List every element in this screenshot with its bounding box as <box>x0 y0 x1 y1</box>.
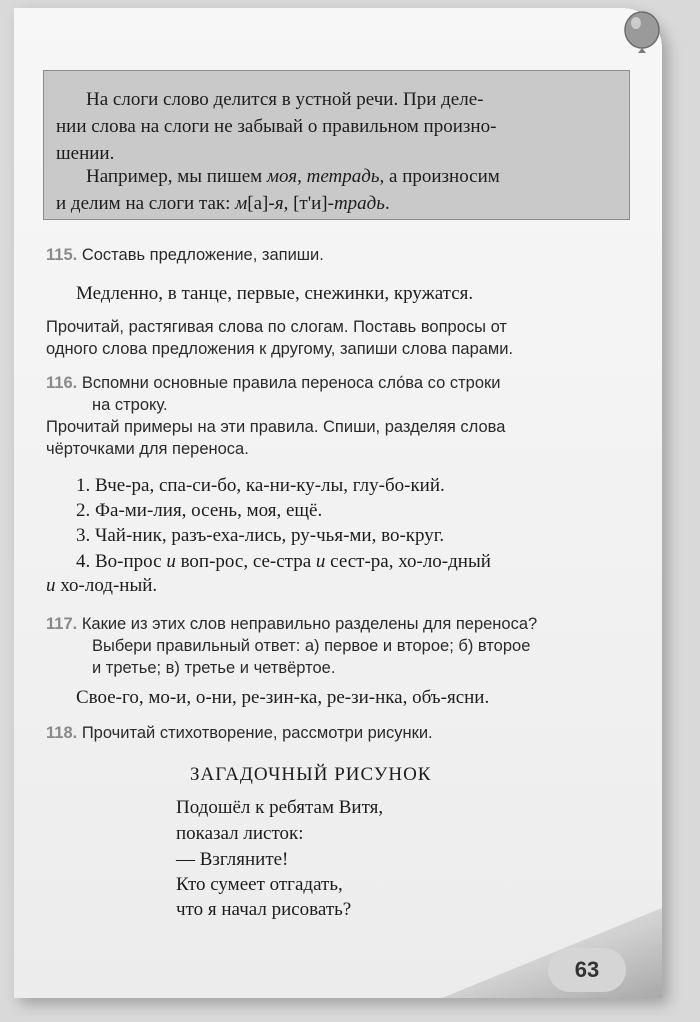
exercise-116-task-2: на строку. <box>92 396 168 414</box>
poem-line-2: показал листок: <box>176 823 304 844</box>
poem-line-5: что я начал рисовать? <box>176 899 352 920</box>
poem-line-3: — Взгляните! <box>176 849 289 870</box>
exercise-115-task: 115. Составь предложение, запиши. <box>46 246 324 264</box>
exercise-116-follow-1: Прочитай примеры на эти правила. Спиши, разделяя слова <box>46 418 506 436</box>
exercise-116-item-3: 3. Чай-ник, разъ-еха-лись, ру-чья-ми, во-круг. <box>76 525 445 546</box>
exercise-117-task-2: Выбери правильный ответ: а) первое и второе; б) второе <box>92 637 531 655</box>
rule-line-1: На слоги слово делится в устной речи. При деле- <box>86 89 484 110</box>
poem-line-1: Подошёл к ребятам Витя, <box>176 797 384 818</box>
balloon-icon <box>620 10 664 54</box>
exercise-116-item-4-cont: и хо-лод-ный. <box>46 575 158 596</box>
exercise-116-follow-2: чёрточками для переноса. <box>46 440 249 458</box>
exercise-116-item-2: 2. Фа-ми-лия, осень, моя, ещё. <box>76 500 323 521</box>
poem-line-4: Кто сумеет отгадать, <box>176 874 343 895</box>
page-number: 63 <box>548 948 626 992</box>
exercise-115-follow-1: Прочитай, растягивая слова по слогам. Поставь вопросы от <box>46 318 507 336</box>
exercise-116-item-1: 1. Вче-ра, спа-си-бо, ка-ни-ку-лы, глу-бо-кий. <box>76 475 445 496</box>
page-curl <box>442 908 662 998</box>
exercise-117-task-3: и третье; в) третье и четвёртое. <box>92 659 336 677</box>
exercise-117-words: Свое-го, мо-и, о-ни, ре-зин-ка, ре-зи-нка, объ-ясни. <box>76 687 490 708</box>
rule-line-4: Например, мы пишем моя, тетрадь, а произносим <box>86 166 500 187</box>
exercise-116-task-1: 116. Вспомни основные правила переноса сло́ва со строки <box>46 374 501 392</box>
rule-line-5: и делим на слоги так: м[а]-я, [т'и]-традь. <box>56 193 390 214</box>
exercise-116-item-4: 4. Во-прос и воп-рос, се-стра и сест-ра, хо-ло-дный <box>76 551 491 572</box>
exercise-117-task-1: 117. Какие из этих слов неправильно разделены для переноса? <box>46 615 538 633</box>
rule-line-3: шении. <box>56 143 115 164</box>
poem-title: ЗАГАДОЧНЫЙ РИСУНОК <box>190 764 432 785</box>
exercise-115-words: Медленно, в танце, первые, снежинки, кружатся. <box>76 283 474 304</box>
rule-line-2: нии слова на слоги не забывай о правильном произно- <box>56 116 497 137</box>
exercise-118-task: 118. Прочитай стихотворение, рассмотри рисунки. <box>46 724 433 742</box>
exercise-115-follow-2: одного слова предложения к другому, запиши слова парами. <box>46 340 514 358</box>
